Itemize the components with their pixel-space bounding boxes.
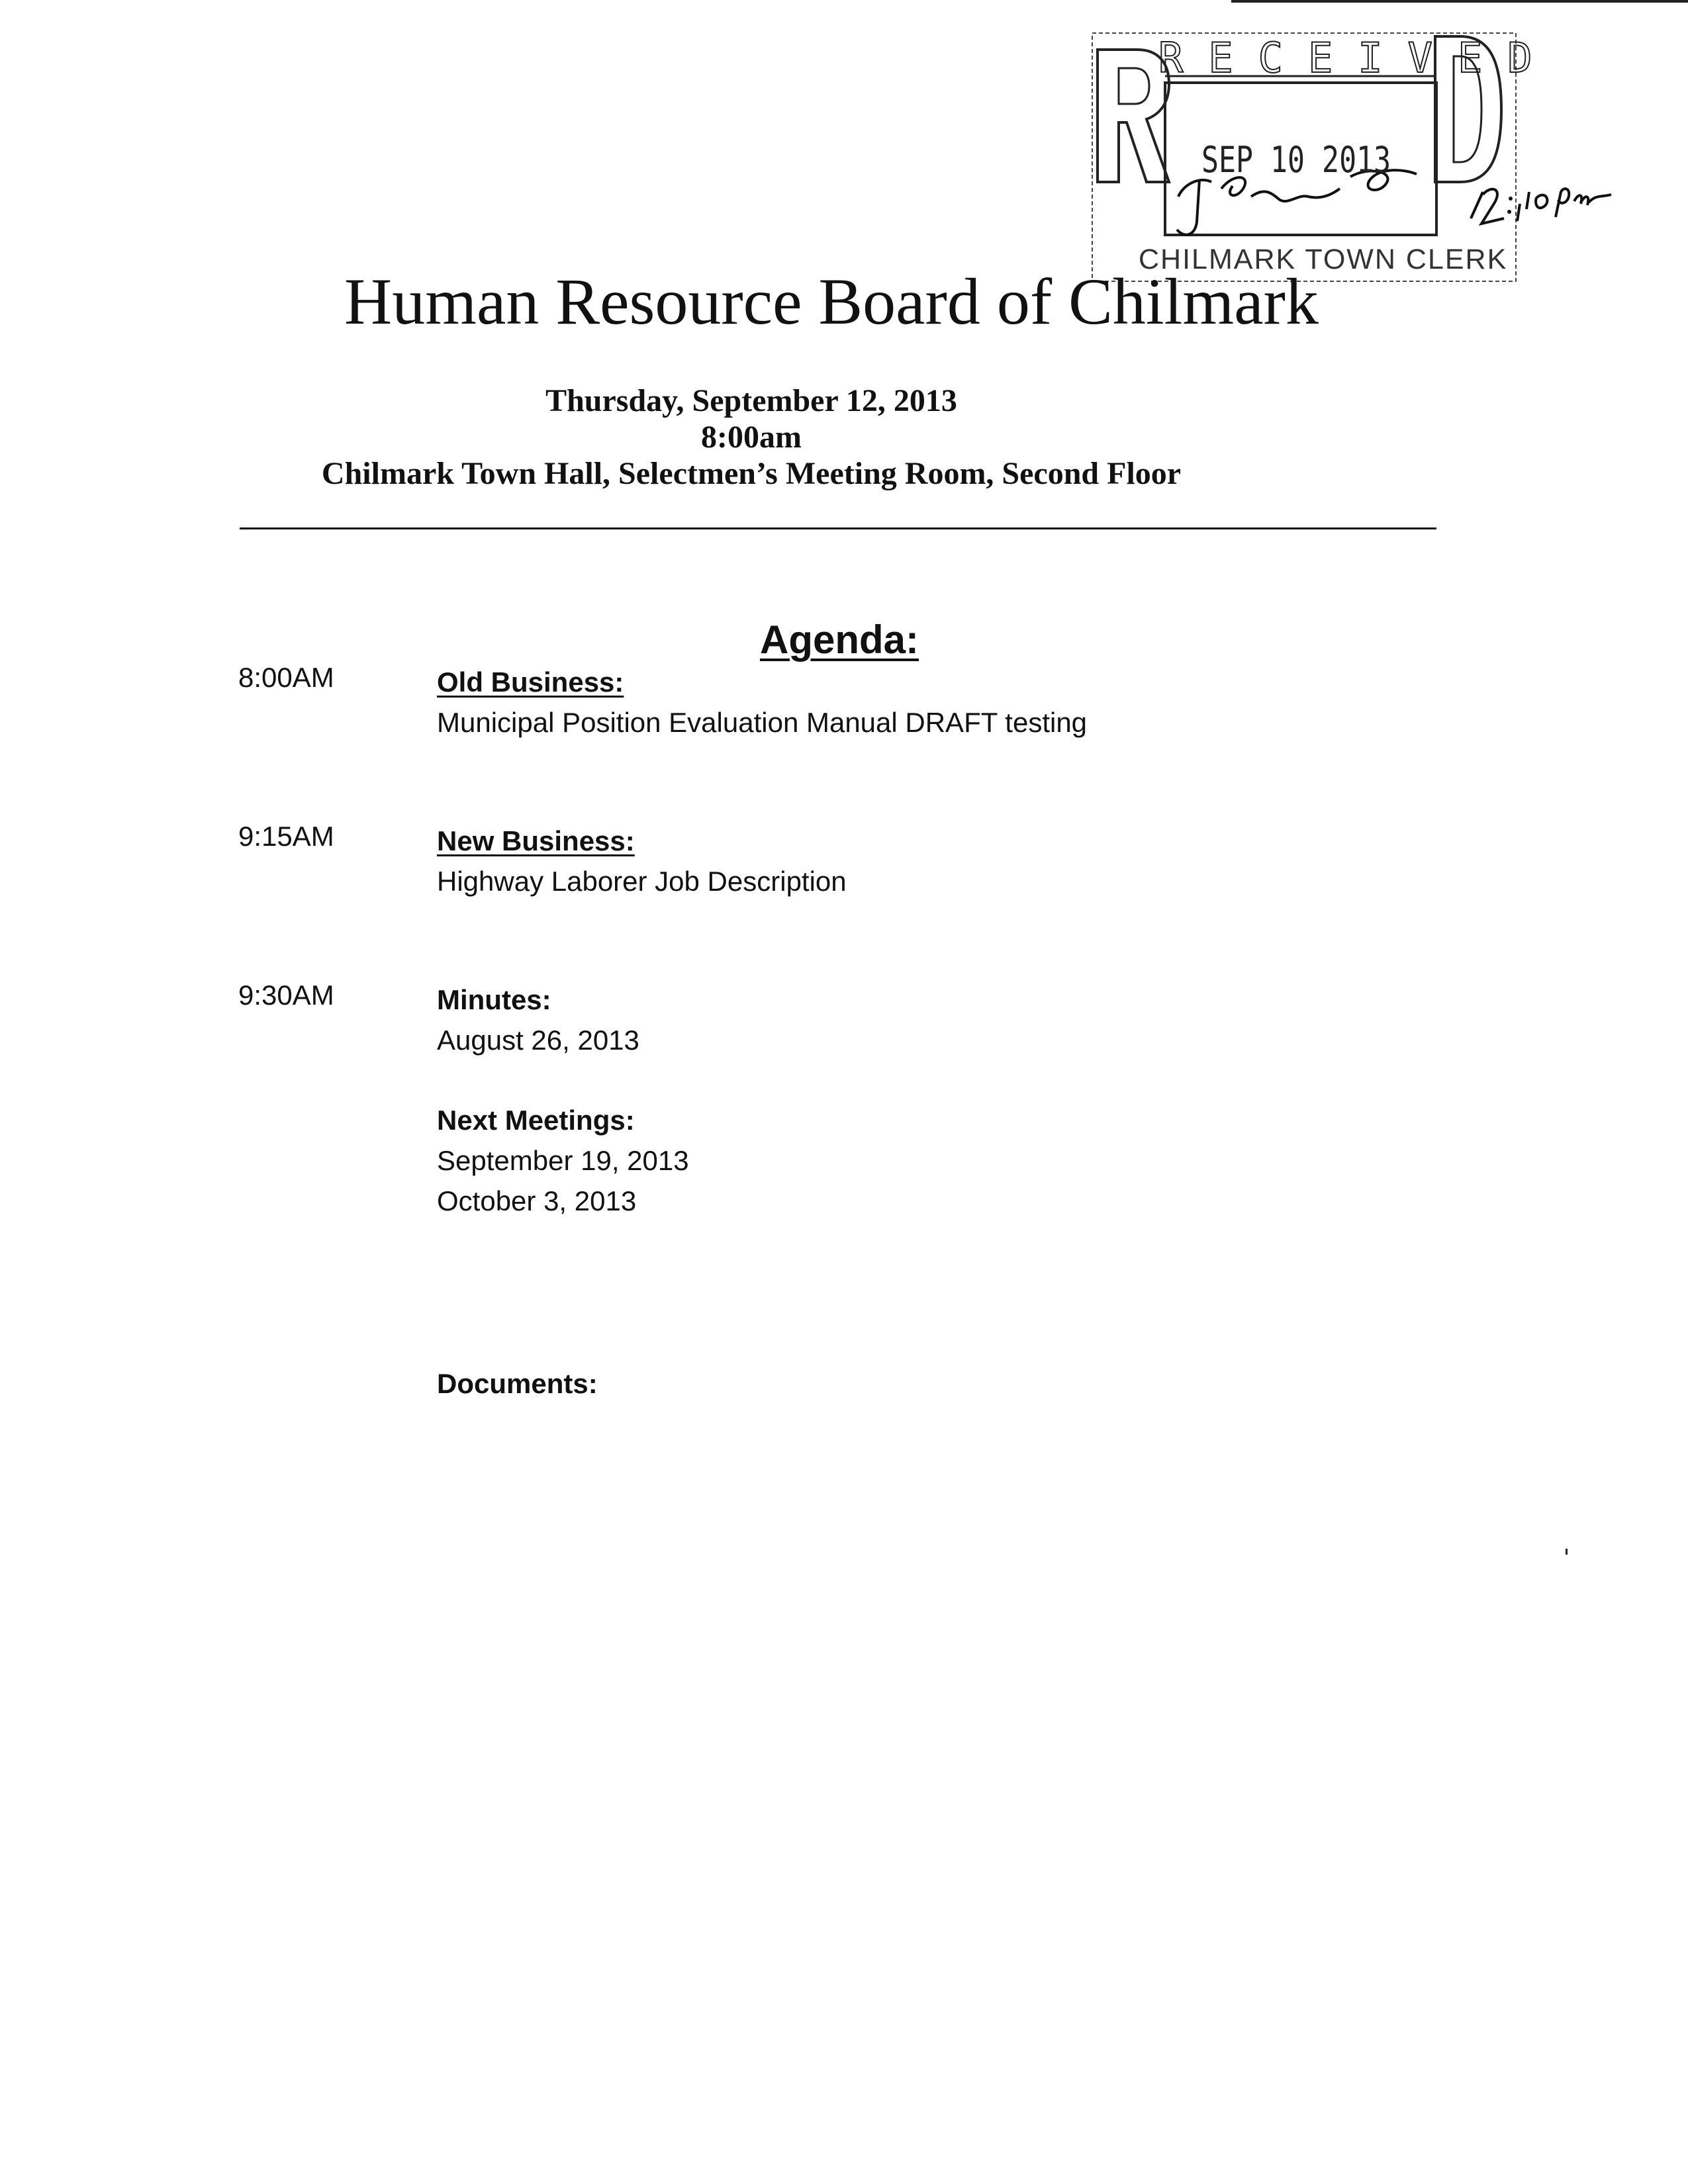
agenda-item-heading: Minutes: [437,984,551,1015]
agenda-content [437,979,689,1221]
next-meetings-heading: Next Meetings: [437,1105,635,1136]
agenda-time: 8:00AM [238,662,334,693]
agenda-item-heading: Old Business: [437,666,624,698]
meeting-info [0,383,1688,492]
meeting-location: Chilmark Town Hall, Selectmen’s Meeting Room, Second Floor [321,456,1182,491]
documents-heading: Documents: [437,1368,598,1399]
agenda-heading: Agenda: [760,617,919,662]
documents-content [437,1363,598,1404]
scan-edge-line [1231,0,1688,3]
header-divider [240,527,1436,529]
next-meetings-block [437,1100,689,1221]
agenda-time: 9:15AM [238,821,334,852]
meeting-date: Thursday, September 12, 2013 [545,383,957,418]
agenda-item-line: Highway Laborer Job Description [437,866,847,897]
handwritten-time-icon [1463,165,1615,245]
agenda-item-heading: New Business: [437,825,635,856]
agenda-item-line: Municipal Position Evaluation Manual DRAFT testing [437,707,1088,738]
agenda-item-line: August 26, 2013 [437,1024,639,1056]
agenda-content [437,821,847,901]
stamp-office: CHILMARK TOWN CLERK [1139,244,1508,275]
next-meeting-date: October 3, 2013 [437,1185,637,1216]
stamp-date: SEP 10 2013 [1201,139,1391,181]
scan-speck [1566,1549,1568,1555]
agenda-time: 9:30AM [238,979,334,1011]
stamp-received-word: RECEIVED [1158,34,1558,82]
received-stamp [1086,23,1558,288]
meeting-time: 8:00am [701,420,802,455]
page-title: Human Resource Board of Chilmark [344,265,1319,338]
agenda-content [437,662,1087,743]
next-meeting-date: September 19, 2013 [437,1145,689,1176]
